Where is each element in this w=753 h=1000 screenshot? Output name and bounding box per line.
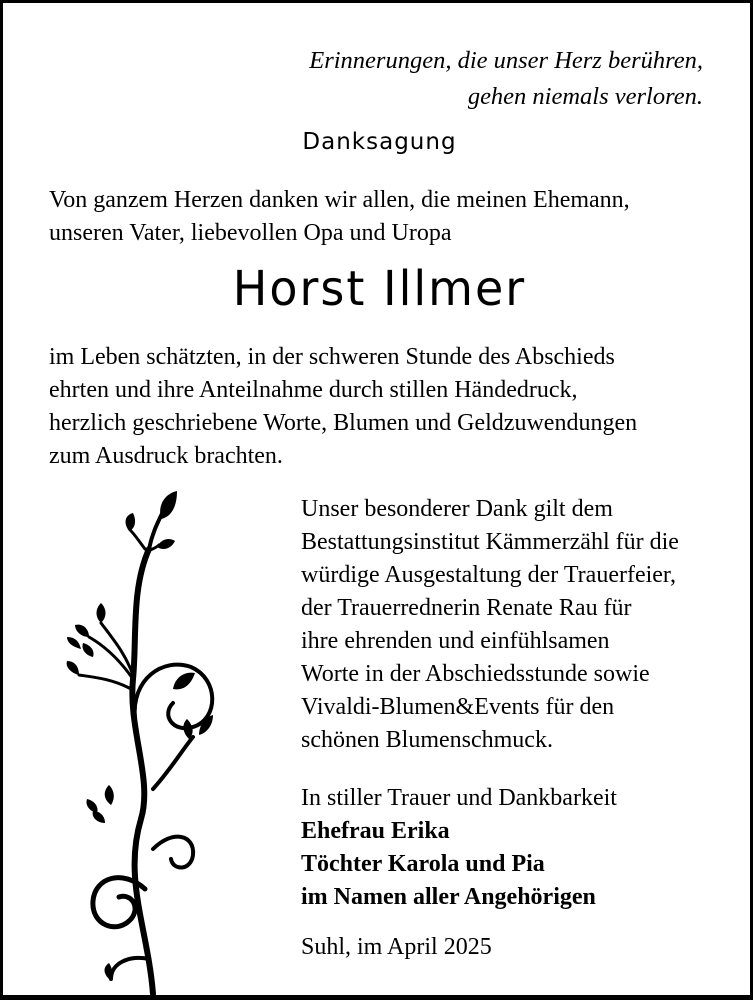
thanks-paragraph: [301, 493, 679, 757]
signature-name-1: Ehefrau Erika: [301, 818, 450, 844]
body-paragraph: [49, 341, 637, 473]
body-line-2: ehrten und ihre Anteilnahme durch stillen Händedruck,: [49, 377, 578, 403]
intro-line-2: unseren Vater, liebevollen Opa und Uropa: [49, 220, 452, 246]
signature-block: [301, 782, 617, 914]
intro-paragraph: [49, 184, 630, 250]
place-date: Suhl, im April 2025: [301, 934, 492, 960]
floral-vine-icon: [53, 489, 243, 999]
thanks-line-7: Vivaldi-Blumen&Events für den: [301, 694, 615, 720]
thanks-line-3: würdige Ausgestaltung der Trauerfeier,: [301, 562, 676, 588]
quote-line-1: Erinnerungen, die unser Herz berühren,: [309, 47, 703, 74]
thanks-line-4: der Trauerrednerin Renate Rau für: [301, 595, 632, 621]
thanks-line-1: Unser besonderer Dank gilt dem: [301, 496, 613, 522]
body-line-3: herzlich geschriebene Worte, Blumen und Geldzuwendungen: [49, 410, 638, 436]
thanks-line-2: Bestattungsinstitut Kämmerzähl für die: [301, 529, 679, 555]
thanks-line-8: schönen Blumenschmuck.: [301, 727, 553, 753]
body-line-4: zum Ausdruck brachten.: [49, 443, 283, 469]
signature-name-2: Töchter Karola und Pia: [301, 851, 545, 877]
signature-name-3: im Namen aller Angehörigen: [301, 884, 596, 910]
body-line-1: im Leben schätzten, in der schweren Stunde des Abschieds: [49, 344, 615, 370]
thanks-line-5: ihre ehrenden und einfühlsamen: [301, 628, 610, 654]
notice-heading: Danksagung: [302, 129, 457, 155]
quote-line-2: gehen niemals verloren.: [467, 83, 703, 110]
memorial-quote: [309, 43, 703, 115]
intro-line-1: Von ganzem Herzen danken wir allen, die meinen Ehemann,: [49, 187, 630, 213]
deceased-name: Horst Illmer: [232, 259, 527, 317]
thanks-line-6: Worte in der Abschiedsstunde sowie: [301, 661, 650, 687]
signature-intro: In stiller Trauer und Dankbarkeit: [301, 785, 617, 811]
